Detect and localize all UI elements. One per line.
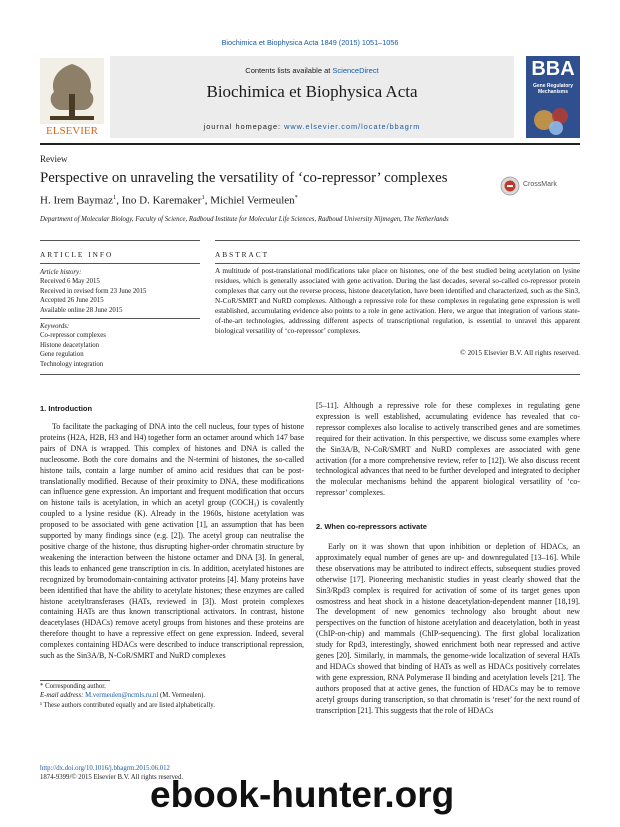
history-item: Received 6 May 2015 xyxy=(40,278,100,286)
divider xyxy=(215,240,580,241)
keywords xyxy=(40,322,200,369)
journal-masthead xyxy=(40,54,580,140)
journal-cover-image xyxy=(526,56,580,138)
issn-line: 1874-9399/© 2015 Elsevier B.V. All rights reserved. xyxy=(40,774,184,782)
divider xyxy=(40,263,200,264)
author-affiliation: Department of Molecular Biology, Faculty of Science, Radboud Institute for Molecular Life Sciences, Radboud University Nijmegen, The Netherlands xyxy=(40,216,449,223)
article-info-heading: ARTICLE INFO xyxy=(40,250,114,259)
divider xyxy=(40,240,200,241)
author-mark: * xyxy=(294,194,298,201)
email-label: E-mail address: xyxy=(40,692,86,700)
contents-prefix: Contents lists available at xyxy=(245,66,333,75)
section-heading-introduction: 1. Introduction xyxy=(40,404,93,413)
crossmark-label: CrossMark xyxy=(523,181,557,188)
author-mark: 1 xyxy=(113,194,117,201)
masthead-divider xyxy=(40,143,580,145)
journal-citation[interactable]: Biochimica et Biophysica Acta 1849 (2015) 1051–1056 xyxy=(221,38,399,47)
footnotes xyxy=(40,682,304,710)
right-column-text: [5–11]. Although a repressive role for these complexes in regulating gene expression is well established, accumulating evidence has revealed that co-repressor complexes also localise to actively transcribed genes and are sometimes required for their activation. In this perspective, we discuss some examples where the Sin3A/B, N-CoR/SMRT and NuRD complexes are associated with gene activation (for a more comprehensive review, refer to [12]). We also discuss recent technological advances that need to be further developed and integrated to decipher the molecular mechanisms behind the apparent biological versatility of ‘co-repressor’ complexes. xyxy=(316,401,580,498)
abstract-copyright: © 2015 Elsevier B.V. All rights reserved. xyxy=(460,348,580,357)
history-label: Article history: xyxy=(40,269,82,276)
cover-subtitle: Gene Regulatory Mechanisms xyxy=(532,83,573,95)
keyword-item: Histone deacetylation xyxy=(40,341,100,349)
abstract-text: A multitude of post-translational modifications take place on histones, one of the best studied being acetylation on lysine residues, which is generally associated with gene activation. During the last decades, several so-called co-repressor protein complexes that carry out the reverse process, histone deacetylation, have been identified and characterized, such as the Sin3, N-CoR/SMRT and NuRD complexes. Although a repressive role for these complexes in regulating gene expression is well established, accumulating evidence also points to a role in gene activation. Here, we argue that integration of various state-of-the-art technologies, addressing different aspects of transcriptional regulation, is essential to unravel this apparent biological versatility of ‘co-repressor’ complexes. xyxy=(215,266,580,335)
abstract-heading: ABSTRACT xyxy=(215,250,270,259)
sciencedirect-link[interactable]: ScienceDirect xyxy=(332,66,379,75)
email-link[interactable]: M.vermeulen@ncmls.ru.nl xyxy=(85,692,159,700)
crossmark-icon xyxy=(500,176,520,196)
article-type: Review xyxy=(40,154,68,164)
author-name[interactable]: Ino D. Karemaker xyxy=(121,194,202,207)
section2-text: Early on it was shown that upon inhibition or depletion of HDACs, an approximately equal number of genes are up- and downregulated [13–16]. While these observations may be attributed to indirect effects, subsequent studies proved otherwise [17]. Pioneering mechanistic studies in yeast clearly showed that the Sin3/Rpd3 complex is required for activation of some of its target genes upon osmostress and heat shock in a histone deacetylation-dependent manner [18,19]. The development of new genomics technology also brought about new perspectives on the function of histone acetylation and deacetylation, both in yeast (ChIP-on-chip) and mammals (ChIP-sequencing). The first global localization study for Rpd3, interestingly, showed enrichment both near repressed and active genes [20]. Similarly, in mammals, the genome-wide localization of several HATs and HDACs showed that binding of HATs as well as HDACs positively correlates with gene expression, RNA Polymerase II binding and acetylation levels [21]. The authors proposed that at active genes, the function of HDACs may be to remove acetyl groups during transcription, so that chromatin is ‘reset’ for the next round of transcription [21]. This suggests that the role of HDACs xyxy=(316,542,580,715)
divider xyxy=(215,263,580,264)
keyword-item: Co-repressor complexes xyxy=(40,332,106,340)
author-name[interactable]: Michiel Vermeulen xyxy=(210,194,295,207)
watermark-text: ebook-hunter.org xyxy=(150,774,455,815)
keywords-label: Keywords: xyxy=(40,323,70,330)
history-item: Accepted 26 June 2015 xyxy=(40,297,104,305)
author-list: H. Irem Baymaz$^1$, Ino D. Karemaker$^1$, Michiel Vermeulen* xyxy=(40,194,298,207)
doi-link[interactable]: http://dx.doi.org/10.1016/j.bbagrm.2015.06.012 xyxy=(40,765,170,772)
keyword-item: Technology integration xyxy=(40,360,104,368)
author-mark: 1 xyxy=(201,194,205,201)
history-item: Received in revised form 23 June 2015 xyxy=(40,287,147,295)
author-name[interactable]: H. Irem Baymaz xyxy=(40,194,113,207)
section-heading-co-repressors: 2. When co-repressors activate xyxy=(316,522,427,531)
email-suffix: (M. Vermeulen). xyxy=(158,692,206,700)
article-title: Perspective on unraveling the versatility of ‘co-repressor’ complexes xyxy=(40,170,448,186)
homepage-prefix: journal homepage: xyxy=(203,122,285,131)
crossmark-badge[interactable] xyxy=(500,176,580,196)
homepage-link[interactable]: www.elsevier.com/locate/bbagrm xyxy=(284,122,421,131)
email-note xyxy=(40,691,304,700)
contents-line xyxy=(110,66,514,75)
footnote-divider xyxy=(40,680,110,681)
corresponding-author-note: * Corresponding author. xyxy=(40,683,106,690)
journal-name: Biochimica et Biophysica Acta xyxy=(206,82,418,101)
elsevier-wordmark: ELSEVIER xyxy=(46,125,98,137)
cover-title: BBA xyxy=(531,58,575,80)
divider xyxy=(40,318,200,319)
keyword-item: Gene regulation xyxy=(40,351,84,359)
equal-contribution-note: ¹ These authors contributed equally and are listed alphabetically. xyxy=(40,701,215,709)
divider xyxy=(40,374,580,375)
elsevier-logo xyxy=(40,58,104,138)
article-history xyxy=(40,268,200,315)
journal-homepage xyxy=(110,122,514,131)
introduction-text: To facilitate the packaging of DNA into the cell nucleus, four types of histone proteins (H2A, H2B, H3 and H4) together form an octamer around which 147 base pairs of DNA is wrapped. This complex of histones and DNA is called the nucleosome. Both the core domains and the N-termini of histones, the so-called histone tails, contain a large number of amino acid residues that can be post-translationally modified. Because of their proximity to DNA, these modifications can influence gene expression. An important and frequent modification that occurs on histone tails is acetylation, in which an acetyl group (COCH₃) is covalently coupled to a lysine residue (K). Already in the 1960s, histone acetylation was proposed to be associated with gene activation [1], an assumption that has been supported by many findings since (e.g. [2]). The acetyl group can neutralise the positive charge of the histone, thus disrupting higher-order chromatin structure by weakening the interaction between the histone octamer and DNA [3]. In general, this leads to enhanced gene transcription in cis. In addition, acetylated histones are recognized by bromodomain-containing activator proteins [4]. Many proteins have been identified that have the ability to acetylate histones; these enzymes are called histone acetyltransferases (HATs, reviewed in [3]). Most protein complexes containing HATs are thus known transcriptional activators. In contrast, histone deacetylases (HDACs) remove acetyl groups from histones and these proteins are therefore thought to have a repressive effect on gene expression. Indeed, several complexes containing HDACs were described to induce transcriptional repression, such as the Sin3A/B, N-CoR/SMRT and NuRD complexes xyxy=(40,422,304,661)
history-item: Available online 28 June 2015 xyxy=(40,306,123,314)
